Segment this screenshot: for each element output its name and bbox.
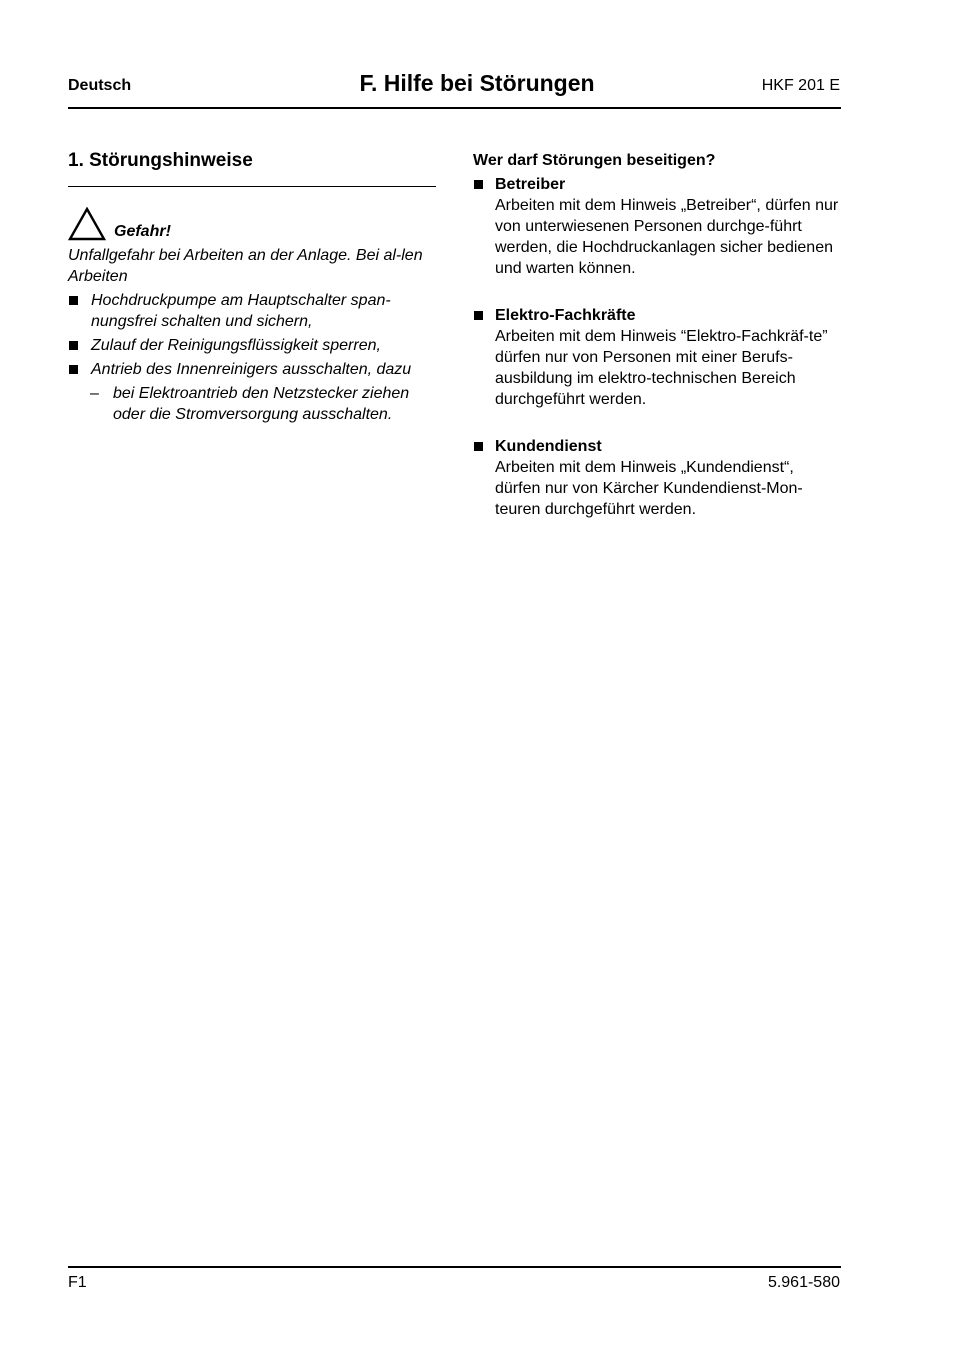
section-title: 1. Störungshinweise xyxy=(68,150,253,171)
warning-label: Gefahr! xyxy=(114,223,171,240)
list-item-elektro-fachkraefte xyxy=(473,305,843,410)
list-item: Zulauf der Reinigungsflüssigkeit sperren, xyxy=(68,335,440,356)
list-item-kundendienst xyxy=(473,436,843,520)
page-title: F. Hilfe bei Störungen xyxy=(359,70,595,96)
warning-header xyxy=(68,205,440,241)
question-heading: Wer darf Störungen beseitigen? xyxy=(473,152,716,169)
warning-triangle-icon xyxy=(68,207,106,241)
item-text: Arbeiten mit dem Hinweis „Betreiber“, dürfen nur von unterwiesenen Personen durchge-führt werden, die Hochdruckanlagen sicher bedienen und warten können. xyxy=(495,197,839,277)
item-text: Arbeiten mit dem Hinweis „Kundendienst“, dürfen nur von Kärcher Kundendienst-Mon-teuren durchgeführt werden. xyxy=(495,459,803,518)
footer-doc-number: 5.961-580 xyxy=(767,1274,840,1291)
item-title: Betreiber xyxy=(495,176,566,193)
header-rule xyxy=(68,107,841,109)
warning-subitem xyxy=(68,383,440,425)
item-title: Elektro-Fachkräfte xyxy=(495,307,636,324)
dash-mark: – xyxy=(90,385,99,402)
list-item: Antrieb des Innenreinigers ausschalten, dazu xyxy=(68,359,440,380)
list-item-betreiber xyxy=(473,174,843,279)
warning-list xyxy=(68,290,440,380)
header-language: Deutsch xyxy=(68,77,132,94)
list-item: Hochdruckpumpe am Hauptschalter span-nungsfrei schalten und sichern, xyxy=(68,290,440,332)
footer-page-number: F1 xyxy=(68,1274,87,1291)
item-text: Arbeiten mit dem Hinweis “Elektro-Fachkräf-te” dürfen nur von Personen mit einer Berufs-ausbildung im elektro-technischen Bereich durchgeführt werden. xyxy=(495,328,828,408)
warning-intro: Unfallgefahr bei Arbeiten an der Anlage. Bei al-len Arbeiten xyxy=(68,247,423,285)
footer-rule xyxy=(68,1266,841,1268)
item-title: Kundendienst xyxy=(495,438,602,455)
section-rule xyxy=(68,186,436,187)
warning-block xyxy=(68,205,440,425)
subitem-text: bei Elektroantrieb den Netzstecker ziehen oder die Stromversorgung ausschalten. xyxy=(113,385,410,423)
responsibility-block xyxy=(473,150,843,520)
header-model: HKF 201 E xyxy=(761,77,840,94)
